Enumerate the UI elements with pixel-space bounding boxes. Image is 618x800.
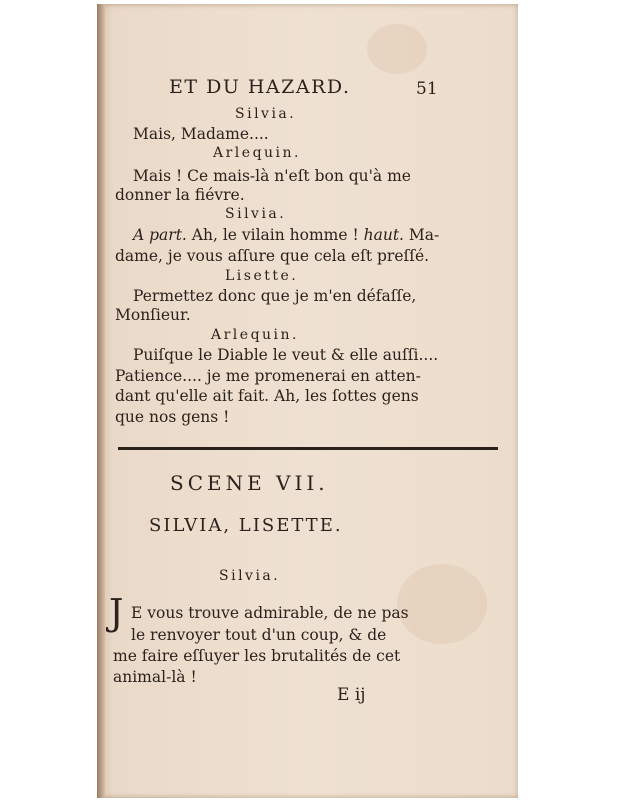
dialogue-line: dant qu'elle ait fait. Ah, les ſottes gens bbox=[115, 387, 419, 405]
paper-stain bbox=[397, 564, 487, 644]
speaker-label: Arlequin. bbox=[211, 327, 299, 343]
dialogue-line: que nos gens ! bbox=[115, 408, 230, 426]
paper-stain bbox=[367, 24, 427, 74]
dialogue-line: dame, je vous aſſure que cela eſt preſſé. bbox=[115, 247, 430, 265]
speaker-label: Silvia. bbox=[225, 206, 287, 222]
section-rule bbox=[118, 447, 498, 450]
dialogue-line: donner la fiévre. bbox=[115, 186, 245, 204]
speaker-label: Silvia. bbox=[219, 568, 281, 584]
signature-mark: E ij bbox=[337, 685, 366, 705]
paragraph-line: animal-là ! bbox=[113, 668, 197, 686]
speaker-label: Arlequin. bbox=[213, 145, 301, 161]
dialogue-line: Mais ! Ce mais-là n'eſt bon qu'à me bbox=[133, 167, 411, 185]
stage-direction: haut. bbox=[363, 226, 404, 244]
dialogue-line: Mais, Madame.... bbox=[133, 125, 269, 143]
dialogue-line bbox=[133, 224, 439, 246]
speaker-label: Lisette. bbox=[225, 268, 299, 284]
dialogue-line: Puiſque le Diable le veut & elle auſſi.... bbox=[133, 346, 439, 364]
dialogue-line: Patience.... je me promenerai en atten- bbox=[115, 367, 421, 385]
dialogue-line: Monſieur. bbox=[115, 306, 191, 324]
drop-cap: J bbox=[109, 593, 124, 634]
scene-characters: SILVIA, LISETTE. bbox=[149, 515, 343, 536]
dialogue-fragment: Ah, le vilain homme ! bbox=[186, 226, 364, 244]
page-gutter bbox=[97, 4, 105, 798]
page-number: 51 bbox=[416, 79, 438, 99]
paragraph-line: me faire eſſuyer les brutalités de cet bbox=[113, 647, 401, 665]
book-page bbox=[97, 4, 518, 798]
paragraph-line: le renvoyer tout d'un coup, & de bbox=[131, 626, 387, 644]
scene-heading: SCENE VII. bbox=[170, 471, 329, 495]
speaker-label: Silvia. bbox=[235, 106, 297, 122]
dialogue-line: Permettez donc que je m'en défaſſe, bbox=[133, 287, 417, 305]
dialogue-fragment: Ma- bbox=[404, 226, 440, 244]
paragraph-line: E vous trouve admirable, de ne pas bbox=[131, 604, 409, 622]
running-title: ET DU HAZARD. bbox=[169, 76, 351, 98]
stage-direction: A part. bbox=[133, 226, 187, 244]
